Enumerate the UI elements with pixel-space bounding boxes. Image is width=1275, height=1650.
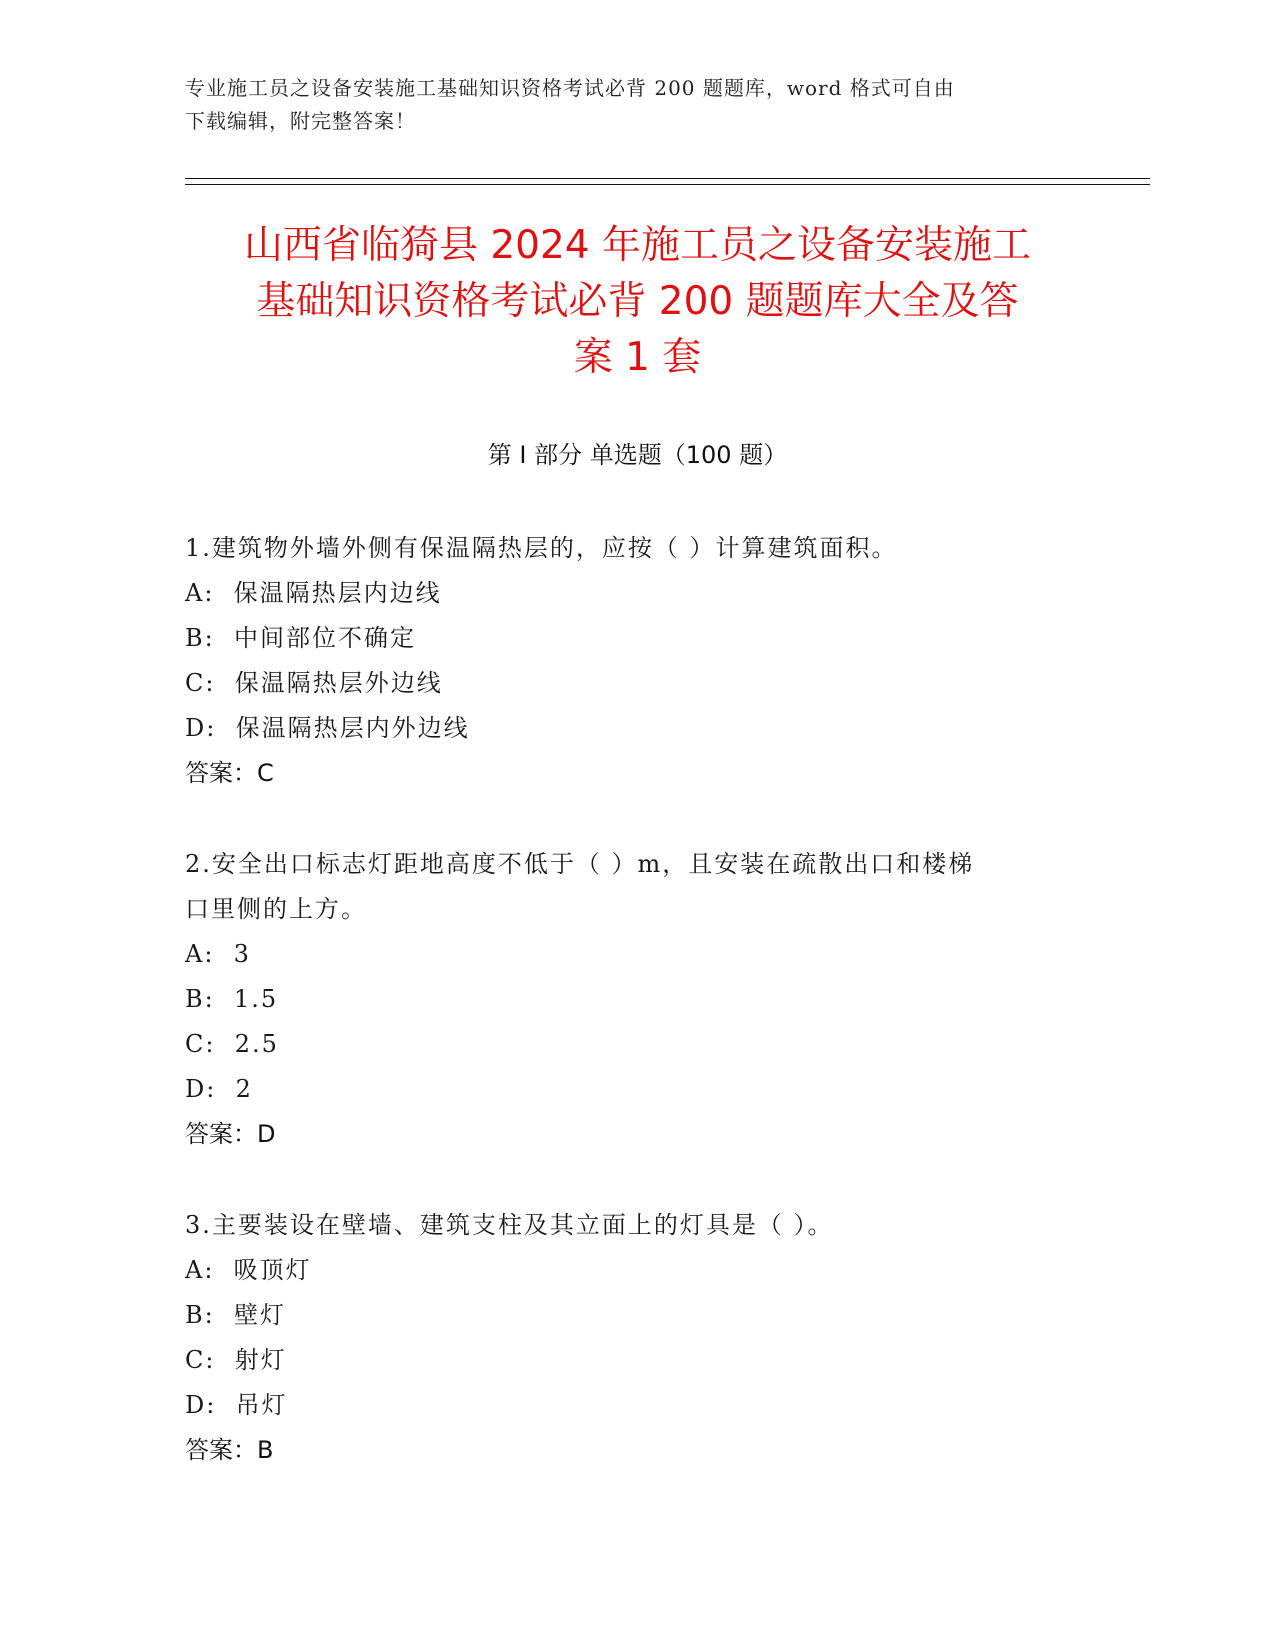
option-a: A: 吸顶灯	[185, 1256, 312, 1284]
option-d: D: 2	[185, 1075, 253, 1103]
question-stem: 2.安全出口标志灯距地高度不低于（ ）m，且安装在疏散出口和楼梯	[185, 850, 975, 878]
title-line-3: 案 1 套	[573, 335, 702, 380]
question-2	[185, 842, 1065, 1157]
question-stem-continued: 口里侧的上方。	[185, 895, 367, 923]
option-a: A: 保温隔热层内边线	[185, 579, 442, 607]
question-list	[185, 526, 1065, 1519]
section-heading: 第 I 部分 单选题（100 题）	[487, 441, 788, 469]
option-b: B: 壁灯	[185, 1301, 286, 1329]
option-d: D: 吊灯	[185, 1391, 288, 1419]
answer: 答案：C	[185, 759, 274, 787]
title-line-1: 山西省临猗县 2024 年施工员之设备安装施工	[243, 223, 1032, 268]
question-stem: 3.主要装设在壁墙、建筑支柱及其立面上的灯具是（ ）。	[185, 1211, 834, 1239]
intro-text	[185, 72, 1085, 138]
option-c: C: 2.5	[185, 1030, 279, 1058]
option-c: C: 射灯	[185, 1346, 287, 1374]
document-title	[160, 218, 1115, 386]
option-c: C: 保温隔热层外边线	[185, 669, 443, 697]
question-1	[185, 526, 1065, 796]
header-divider-top	[185, 178, 1150, 179]
question-stem: 1.建筑物外墙外侧有保温隔热层的，应按（ ）计算建筑面积。	[185, 534, 898, 562]
option-a: A: 3	[185, 940, 251, 968]
header-divider-bottom	[185, 184, 1150, 185]
option-d: D: 保温隔热层内外边线	[185, 714, 470, 742]
answer: 答案：D	[185, 1120, 276, 1148]
intro-line-2: 下载编辑，附完整答案！	[185, 109, 416, 133]
question-3	[185, 1203, 1065, 1473]
title-line-2: 基础知识资格考试必背 200 题题库大全及答	[256, 279, 1019, 324]
option-b: B: 中间部位不确定	[185, 624, 416, 652]
option-b: B: 1.5	[185, 985, 279, 1013]
answer: 答案：B	[185, 1436, 274, 1464]
intro-line-1: 专业施工员之设备安装施工基础知识资格考试必背 200 题题库，word 格式可自由	[185, 76, 955, 100]
